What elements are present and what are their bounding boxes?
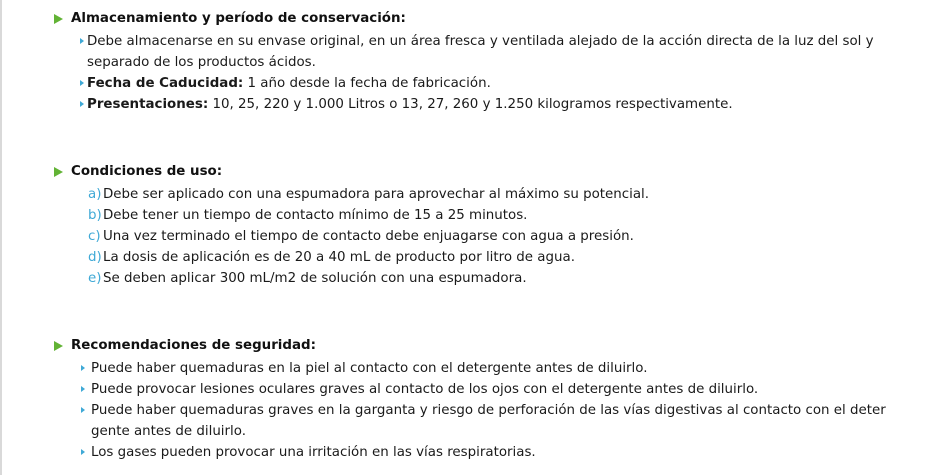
storage-list <box>54 31 914 115</box>
item-letter: d) <box>88 250 102 265</box>
section-heading <box>54 162 914 182</box>
item-letter: e) <box>88 271 102 286</box>
item-label: Fecha de Caducidad: <box>87 76 244 91</box>
bullet-triangle-icon <box>81 386 85 392</box>
heading-triangle-icon <box>54 14 63 24</box>
list-item <box>54 358 914 379</box>
list-item <box>54 268 914 289</box>
bullet-triangle-icon <box>80 101 84 107</box>
heading-triangle-icon <box>54 341 63 351</box>
bullet-triangle-icon <box>80 80 84 86</box>
list-item <box>54 247 914 268</box>
list-item <box>54 205 914 226</box>
item-text: Debe almacenarse en su envase original, en un área fresca y ventilada alejado de la acción directa de la luz del sol y separado de los productos ácidos. <box>87 34 874 70</box>
usage-list <box>54 184 914 289</box>
heading-text: Recomendaciones de seguridad: <box>71 338 316 353</box>
list-item <box>54 400 904 442</box>
heading-triangle-icon <box>54 167 63 177</box>
bullet-triangle-icon <box>81 449 85 455</box>
item-text: Puede haber quemaduras graves en la garganta y riesgo de perforación de las vías digestivas al contacto con el deter gente antes de diluirlo. <box>91 403 886 439</box>
section-safety <box>54 336 914 461</box>
section-storage <box>54 9 914 113</box>
item-label: Presentaciones: <box>87 97 209 112</box>
list-item <box>54 94 914 115</box>
item-content <box>54 94 914 115</box>
item-text: 1 año desde la fecha de fabricación. <box>243 76 491 91</box>
item-text: Debe tener un tiempo de contacto mínimo de 15 a 25 minutos. <box>103 208 528 223</box>
bullet-triangle-icon <box>81 365 85 371</box>
section-heading <box>54 336 914 356</box>
list-item <box>54 73 914 94</box>
item-text: Se deben aplicar 300 mL/m2 de solución con una espumadora. <box>103 271 527 286</box>
list-item <box>54 379 914 400</box>
item-text: Los gases pueden provocar una irritación en las vías respiratorias. <box>91 445 536 460</box>
list-item <box>54 184 914 205</box>
item-text: Debe ser aplicado con una espumadora para aprovechar al máximo su potencial. <box>103 187 650 202</box>
item-letter: c) <box>88 229 101 244</box>
safety-list <box>54 358 914 463</box>
item-text: La dosis de aplicación es de 20 a 40 mL de producto por litro de agua. <box>103 250 575 265</box>
section-usage <box>54 162 914 287</box>
left-border <box>0 0 2 475</box>
section-heading <box>54 9 914 29</box>
bullet-triangle-icon <box>80 38 84 44</box>
item-text: Puede haber quemaduras en la piel al contacto con el detergente antes de diluirlo. <box>91 361 648 376</box>
bullet-triangle-icon <box>81 407 85 413</box>
heading-text: Condiciones de uso: <box>71 164 223 179</box>
item-letter: a) <box>88 187 102 202</box>
list-item <box>54 442 914 463</box>
item-text: Puede provocar lesiones oculares graves al contacto de los ojos con el detergente antes de diluirlo. <box>91 382 759 397</box>
item-text: Una vez terminado el tiempo de contacto debe enjuagarse con agua a presión. <box>103 229 634 244</box>
list-item <box>54 226 914 247</box>
item-letter: b) <box>88 208 102 223</box>
item-text: 10, 25, 220 y 1.000 Litros o 13, 27, 260 y 1.250 kilogramos respectivamente. <box>208 97 733 112</box>
list-item <box>54 31 894 73</box>
item-content <box>54 73 914 94</box>
heading-text: Almacenamiento y período de conservación: <box>71 11 406 26</box>
